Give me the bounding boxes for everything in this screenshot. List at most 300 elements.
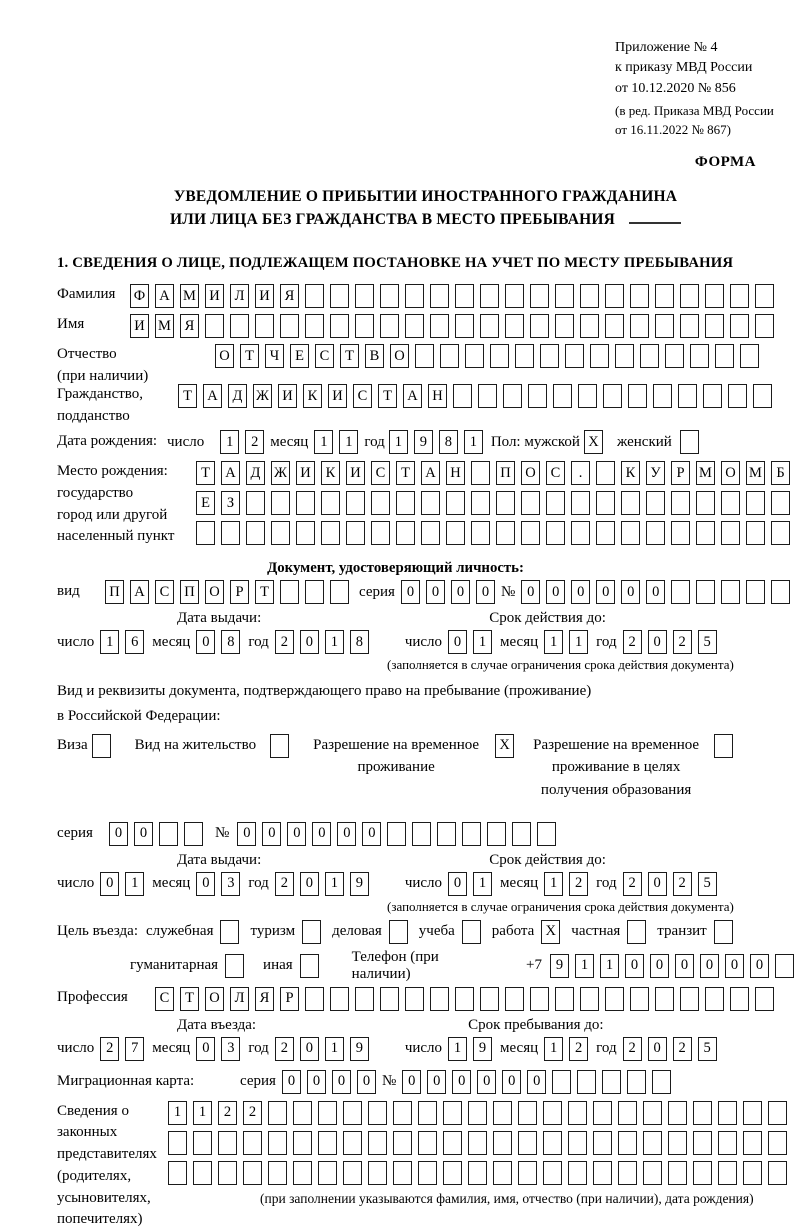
char-cell bbox=[555, 314, 574, 338]
entry-day-boxes bbox=[100, 1037, 144, 1061]
char-cell bbox=[696, 521, 715, 545]
char-cell: С bbox=[315, 344, 334, 368]
char-cell: 0 bbox=[521, 580, 540, 604]
char-cell bbox=[218, 1161, 237, 1185]
char-cell: 1 bbox=[600, 954, 619, 978]
char-cell: О bbox=[390, 344, 409, 368]
form-label: ФОРМА bbox=[694, 153, 756, 170]
char-cell: 2 bbox=[623, 630, 642, 654]
char-cell bbox=[330, 580, 349, 604]
char-cell: 0 bbox=[282, 1070, 301, 1094]
char-cell bbox=[305, 987, 324, 1011]
residence-permit-label: Вид на жительство bbox=[134, 736, 257, 753]
char-cell: 1 bbox=[325, 872, 344, 896]
char-cell: 0 bbox=[527, 1070, 546, 1094]
stay-doc-intro-1: Вид и реквизиты документа, подтверждающего право на пребывание (проживание) bbox=[57, 683, 592, 700]
representatives-boxes-row3 bbox=[168, 1161, 787, 1185]
char-cell: 2 bbox=[673, 1037, 692, 1061]
char-cell bbox=[718, 1131, 737, 1155]
char-cell: X bbox=[495, 734, 514, 758]
char-cell: 9 bbox=[350, 1037, 369, 1061]
char-cell bbox=[746, 521, 765, 545]
char-cell: Р bbox=[230, 580, 249, 604]
char-cell bbox=[443, 1101, 462, 1125]
stay-doc-valid-date bbox=[405, 872, 725, 896]
temp-permit-checkbox bbox=[495, 734, 514, 758]
option-checkbox bbox=[382, 920, 408, 944]
option-label: туризм bbox=[250, 923, 296, 940]
char-cell: С bbox=[353, 384, 372, 408]
char-cell: 1 bbox=[464, 430, 483, 454]
char-cell bbox=[346, 491, 365, 515]
visa-checkbox bbox=[92, 734, 111, 758]
char-cell bbox=[343, 1101, 362, 1125]
char-cell bbox=[490, 344, 509, 368]
year-label: год bbox=[248, 1040, 269, 1057]
char-cell bbox=[415, 344, 434, 368]
char-cell bbox=[496, 521, 515, 545]
char-cell: 2 bbox=[275, 630, 294, 654]
char-cell: 5 bbox=[698, 1037, 717, 1061]
year-label: год bbox=[248, 633, 269, 650]
month-label: месяц bbox=[500, 875, 539, 892]
char-cell: Я bbox=[280, 284, 299, 308]
char-cell bbox=[318, 1101, 337, 1125]
char-cell: Ж bbox=[271, 461, 290, 485]
char-cell bbox=[221, 521, 240, 545]
char-cell bbox=[565, 344, 584, 368]
char-cell bbox=[465, 344, 484, 368]
char-cell bbox=[555, 284, 574, 308]
char-cell bbox=[412, 822, 431, 846]
option-checkbox bbox=[213, 920, 239, 944]
char-cell bbox=[627, 1070, 646, 1094]
char-cell bbox=[418, 1131, 437, 1155]
char-cell: 0 bbox=[337, 822, 356, 846]
day-label: число bbox=[404, 1040, 443, 1057]
char-cell bbox=[540, 344, 559, 368]
char-cell: 0 bbox=[287, 822, 306, 846]
char-cell: Т bbox=[180, 987, 199, 1011]
char-cell bbox=[680, 430, 699, 454]
char-cell: И bbox=[346, 461, 365, 485]
doc-series-boxes bbox=[401, 580, 495, 604]
char-cell bbox=[446, 491, 465, 515]
char-cell: З bbox=[221, 491, 240, 515]
option-label: учеба bbox=[418, 923, 455, 940]
char-cell: Н bbox=[428, 384, 447, 408]
char-cell bbox=[418, 1101, 437, 1125]
char-cell bbox=[455, 987, 474, 1011]
char-cell bbox=[546, 491, 565, 515]
char-cell bbox=[693, 1131, 712, 1155]
char-cell: С bbox=[546, 461, 565, 485]
char-cell: 0 bbox=[502, 1070, 521, 1094]
name-row bbox=[57, 314, 794, 338]
birth-day-label: число bbox=[167, 433, 205, 450]
revision-block bbox=[615, 102, 794, 140]
char-cell: 1 bbox=[448, 1037, 467, 1061]
char-cell bbox=[280, 314, 299, 338]
char-cell: 2 bbox=[673, 872, 692, 896]
birthdate-row bbox=[57, 430, 794, 454]
char-cell: У bbox=[646, 461, 665, 485]
day-label: число bbox=[404, 633, 443, 650]
citizenship-label-line1: Гражданство, bbox=[57, 386, 144, 403]
citizenship-label bbox=[57, 384, 178, 428]
char-cell bbox=[593, 1131, 612, 1155]
char-cell: Я bbox=[255, 987, 274, 1011]
char-cell: 2 bbox=[245, 430, 264, 454]
char-cell bbox=[746, 491, 765, 515]
stay-doc-issue-heading: Дата выдачи: bbox=[177, 851, 262, 868]
char-cell bbox=[668, 1131, 687, 1155]
char-cell bbox=[568, 1131, 587, 1155]
char-cell bbox=[730, 284, 749, 308]
char-cell bbox=[371, 521, 390, 545]
char-cell bbox=[521, 491, 540, 515]
appendix-line: от 10.12.2020 № 856 bbox=[615, 80, 736, 96]
char-cell bbox=[293, 1161, 312, 1185]
char-cell bbox=[92, 734, 111, 758]
char-cell: 1 bbox=[193, 1101, 212, 1125]
char-cell bbox=[605, 314, 624, 338]
char-cell: 7 bbox=[125, 1037, 144, 1061]
migration-series-label: серия bbox=[240, 1073, 276, 1090]
char-cell bbox=[168, 1161, 187, 1185]
stay-doc-issue-month-boxes bbox=[196, 872, 240, 896]
char-cell bbox=[443, 1161, 462, 1185]
stay-doc-number-label: № bbox=[215, 825, 230, 842]
char-cell bbox=[618, 1101, 637, 1125]
char-cell: А bbox=[421, 461, 440, 485]
char-cell: 2 bbox=[275, 872, 294, 896]
char-cell bbox=[478, 384, 497, 408]
char-cell: М bbox=[696, 461, 715, 485]
char-cell: 1 bbox=[473, 872, 492, 896]
doc-issue-month-boxes bbox=[196, 630, 240, 654]
char-cell: X bbox=[541, 920, 560, 944]
char-cell: 9 bbox=[550, 954, 569, 978]
char-cell bbox=[225, 954, 244, 978]
char-cell bbox=[393, 1131, 412, 1155]
char-cell: А bbox=[155, 284, 174, 308]
char-cell bbox=[468, 1161, 487, 1185]
char-cell bbox=[715, 344, 734, 368]
char-cell bbox=[714, 920, 733, 944]
representatives-label bbox=[57, 1101, 168, 1231]
char-cell bbox=[653, 384, 672, 408]
char-cell: К bbox=[321, 461, 340, 485]
char-cell: И bbox=[278, 384, 297, 408]
year-label: год bbox=[248, 875, 269, 892]
char-cell: К bbox=[621, 461, 640, 485]
char-cell bbox=[771, 521, 790, 545]
option-checkbox bbox=[293, 954, 319, 978]
migration-card-label: Миграционная карта: bbox=[57, 1072, 195, 1089]
char-cell bbox=[768, 1161, 787, 1185]
char-cell bbox=[321, 521, 340, 545]
year-label: год bbox=[596, 633, 617, 650]
char-cell: Д bbox=[246, 461, 265, 485]
option-checkbox bbox=[620, 920, 646, 944]
char-cell bbox=[680, 284, 699, 308]
char-cell bbox=[755, 314, 774, 338]
phone-boxes bbox=[550, 954, 794, 978]
birth-day-boxes bbox=[220, 430, 264, 454]
char-cell: 1 bbox=[325, 1037, 344, 1061]
char-cell bbox=[671, 521, 690, 545]
representatives-boxes-row2 bbox=[168, 1131, 787, 1155]
char-cell bbox=[243, 1161, 262, 1185]
char-cell: 0 bbox=[307, 1070, 326, 1094]
char-cell: 0 bbox=[402, 1070, 421, 1094]
day-label: число bbox=[57, 633, 95, 650]
doc-valid-year-boxes bbox=[623, 630, 717, 654]
char-cell: 0 bbox=[196, 1037, 215, 1061]
title-blank-line bbox=[629, 210, 681, 224]
char-cell: 0 bbox=[427, 1070, 446, 1094]
char-cell bbox=[268, 1131, 287, 1155]
char-cell bbox=[418, 1161, 437, 1185]
char-cell bbox=[437, 822, 456, 846]
char-cell: Т bbox=[255, 580, 274, 604]
char-cell bbox=[655, 314, 674, 338]
char-cell bbox=[480, 314, 499, 338]
option-checkbox bbox=[218, 954, 244, 978]
char-cell: 1 bbox=[339, 430, 358, 454]
edu-permit-label-line1: Разрешение на временное bbox=[533, 736, 700, 753]
char-cell bbox=[318, 1161, 337, 1185]
char-cell bbox=[718, 1161, 737, 1185]
char-cell bbox=[355, 314, 374, 338]
doc-issue-date bbox=[57, 630, 377, 654]
char-cell bbox=[330, 314, 349, 338]
char-cell: 0 bbox=[596, 580, 615, 604]
representatives-label-line: законных bbox=[57, 1124, 118, 1141]
char-cell bbox=[721, 491, 740, 515]
char-cell bbox=[630, 314, 649, 338]
char-cell bbox=[771, 580, 790, 604]
sex-male-checkbox bbox=[584, 430, 603, 454]
char-cell: А bbox=[203, 384, 222, 408]
char-cell bbox=[768, 1131, 787, 1155]
birthplace-boxes-row1 bbox=[196, 461, 790, 485]
char-cell bbox=[505, 314, 524, 338]
char-cell bbox=[615, 344, 634, 368]
char-cell bbox=[596, 461, 615, 485]
char-cell bbox=[746, 580, 765, 604]
char-cell: 0 bbox=[546, 580, 565, 604]
char-cell bbox=[696, 491, 715, 515]
citizenship-boxes bbox=[178, 384, 772, 408]
char-cell bbox=[471, 461, 490, 485]
stay-doc-dates-row bbox=[57, 872, 794, 896]
char-cell: И bbox=[296, 461, 315, 485]
stay-doc-series-boxes bbox=[109, 822, 203, 846]
stay-doc-series-row bbox=[57, 822, 794, 846]
char-cell bbox=[555, 987, 574, 1011]
birthplace-label-line4: населенный пункт bbox=[57, 528, 175, 545]
char-cell bbox=[775, 954, 794, 978]
char-cell bbox=[389, 920, 408, 944]
char-cell: 0 bbox=[648, 872, 667, 896]
surname-label: Фамилия bbox=[57, 286, 116, 303]
entry-year-boxes bbox=[275, 1037, 369, 1061]
char-cell bbox=[255, 314, 274, 338]
birthplace-label-line3: город или другой bbox=[57, 506, 168, 523]
char-cell: 0 bbox=[648, 1037, 667, 1061]
char-cell bbox=[305, 580, 324, 604]
char-cell bbox=[530, 987, 549, 1011]
char-cell: О bbox=[721, 461, 740, 485]
char-cell bbox=[318, 1131, 337, 1155]
char-cell bbox=[568, 1101, 587, 1125]
char-cell bbox=[621, 491, 640, 515]
option-checkbox bbox=[534, 920, 560, 944]
identity-doc-row bbox=[57, 580, 794, 604]
char-cell bbox=[755, 284, 774, 308]
char-cell: М bbox=[155, 314, 174, 338]
sex-female-label: женский bbox=[616, 433, 672, 450]
doc-valid-month-boxes bbox=[544, 630, 588, 654]
purpose-label: Цель въезда: bbox=[57, 923, 138, 940]
char-cell: 1 bbox=[575, 954, 594, 978]
char-cell: Н bbox=[446, 461, 465, 485]
char-cell bbox=[493, 1101, 512, 1125]
char-cell bbox=[730, 987, 749, 1011]
patronymic-label-line1: Отчество bbox=[57, 346, 117, 363]
char-cell bbox=[693, 1101, 712, 1125]
char-cell bbox=[446, 521, 465, 545]
char-cell bbox=[393, 1161, 412, 1185]
char-cell bbox=[480, 987, 499, 1011]
char-cell bbox=[168, 1131, 187, 1155]
char-cell: 0 bbox=[648, 630, 667, 654]
char-cell bbox=[627, 920, 646, 944]
identity-doc-heading: Документ, удостоверяющий личность: bbox=[267, 560, 524, 577]
edu-permit-checkbox bbox=[714, 734, 733, 758]
option-label: гуманитарная bbox=[130, 957, 219, 974]
char-cell: 1 bbox=[544, 872, 563, 896]
char-cell: А bbox=[221, 461, 240, 485]
doc-valid-date bbox=[405, 630, 725, 654]
char-cell bbox=[330, 284, 349, 308]
stay-doc-issue-day-boxes bbox=[100, 872, 144, 896]
char-cell: 0 bbox=[362, 822, 381, 846]
char-cell bbox=[246, 491, 265, 515]
char-cell bbox=[296, 521, 315, 545]
purpose-option-commercial bbox=[332, 920, 408, 944]
stay-doc-issue-year-boxes bbox=[275, 872, 369, 896]
char-cell bbox=[743, 1131, 762, 1155]
char-cell: 2 bbox=[623, 872, 642, 896]
char-cell bbox=[343, 1131, 362, 1155]
char-cell: К bbox=[303, 384, 322, 408]
char-cell bbox=[528, 384, 547, 408]
char-cell bbox=[571, 521, 590, 545]
day-label: число bbox=[57, 875, 95, 892]
char-cell: 0 bbox=[312, 822, 331, 846]
char-cell bbox=[580, 284, 599, 308]
year-label: год bbox=[596, 875, 617, 892]
purpose-option-study bbox=[419, 920, 481, 944]
char-cell: 9 bbox=[414, 430, 433, 454]
char-cell bbox=[496, 491, 515, 515]
char-cell bbox=[630, 284, 649, 308]
char-cell bbox=[680, 987, 699, 1011]
char-cell: 0 bbox=[300, 872, 319, 896]
char-cell bbox=[462, 822, 481, 846]
entry-date bbox=[57, 1037, 377, 1061]
representatives-label-line: (родителях, bbox=[57, 1167, 132, 1184]
char-cell bbox=[543, 1101, 562, 1125]
char-cell bbox=[730, 314, 749, 338]
char-cell bbox=[771, 491, 790, 515]
char-cell bbox=[628, 384, 647, 408]
char-cell: 0 bbox=[476, 580, 495, 604]
title-line-2-wrap bbox=[57, 208, 794, 231]
char-cell: 2 bbox=[569, 872, 588, 896]
char-cell: И bbox=[130, 314, 149, 338]
char-cell bbox=[596, 521, 615, 545]
char-cell: 5 bbox=[698, 630, 717, 654]
char-cell bbox=[537, 822, 556, 846]
doc-series-label: серия bbox=[359, 583, 395, 600]
year-label: год bbox=[596, 1040, 617, 1057]
char-cell bbox=[455, 284, 474, 308]
doc-number-label: № bbox=[500, 583, 516, 600]
char-cell bbox=[515, 344, 534, 368]
char-cell: 5 bbox=[698, 872, 717, 896]
stay-month-boxes bbox=[544, 1037, 588, 1061]
char-cell bbox=[302, 920, 321, 944]
char-cell bbox=[430, 314, 449, 338]
char-cell bbox=[218, 1131, 237, 1155]
birth-year-boxes bbox=[389, 430, 483, 454]
char-cell: Е bbox=[196, 491, 215, 515]
char-cell: П bbox=[180, 580, 199, 604]
char-cell bbox=[421, 491, 440, 515]
char-cell bbox=[421, 521, 440, 545]
char-cell: Е bbox=[290, 344, 309, 368]
char-cell bbox=[380, 314, 399, 338]
char-cell bbox=[643, 1161, 662, 1185]
char-cell bbox=[543, 1131, 562, 1155]
char-cell bbox=[387, 822, 406, 846]
char-cell bbox=[159, 822, 178, 846]
char-cell: 1 bbox=[220, 430, 239, 454]
char-cell: П bbox=[105, 580, 124, 604]
char-cell: . bbox=[571, 461, 590, 485]
stay-doc-intro-2: в Российской Федерации: bbox=[57, 708, 221, 725]
char-cell: 1 bbox=[569, 630, 588, 654]
char-cell bbox=[590, 344, 609, 368]
option-label: работа bbox=[491, 923, 535, 940]
char-cell: Т bbox=[378, 384, 397, 408]
char-cell: 1 bbox=[544, 1037, 563, 1061]
name-boxes bbox=[130, 314, 774, 338]
char-cell: Р bbox=[280, 987, 299, 1011]
char-cell: С bbox=[155, 987, 174, 1011]
char-cell bbox=[553, 384, 572, 408]
char-cell: Л bbox=[230, 284, 249, 308]
char-cell bbox=[346, 521, 365, 545]
char-cell bbox=[380, 284, 399, 308]
temp-permit-label-line2: проживание bbox=[357, 759, 435, 776]
month-label: месяц bbox=[152, 1040, 191, 1057]
char-cell: 0 bbox=[448, 872, 467, 896]
